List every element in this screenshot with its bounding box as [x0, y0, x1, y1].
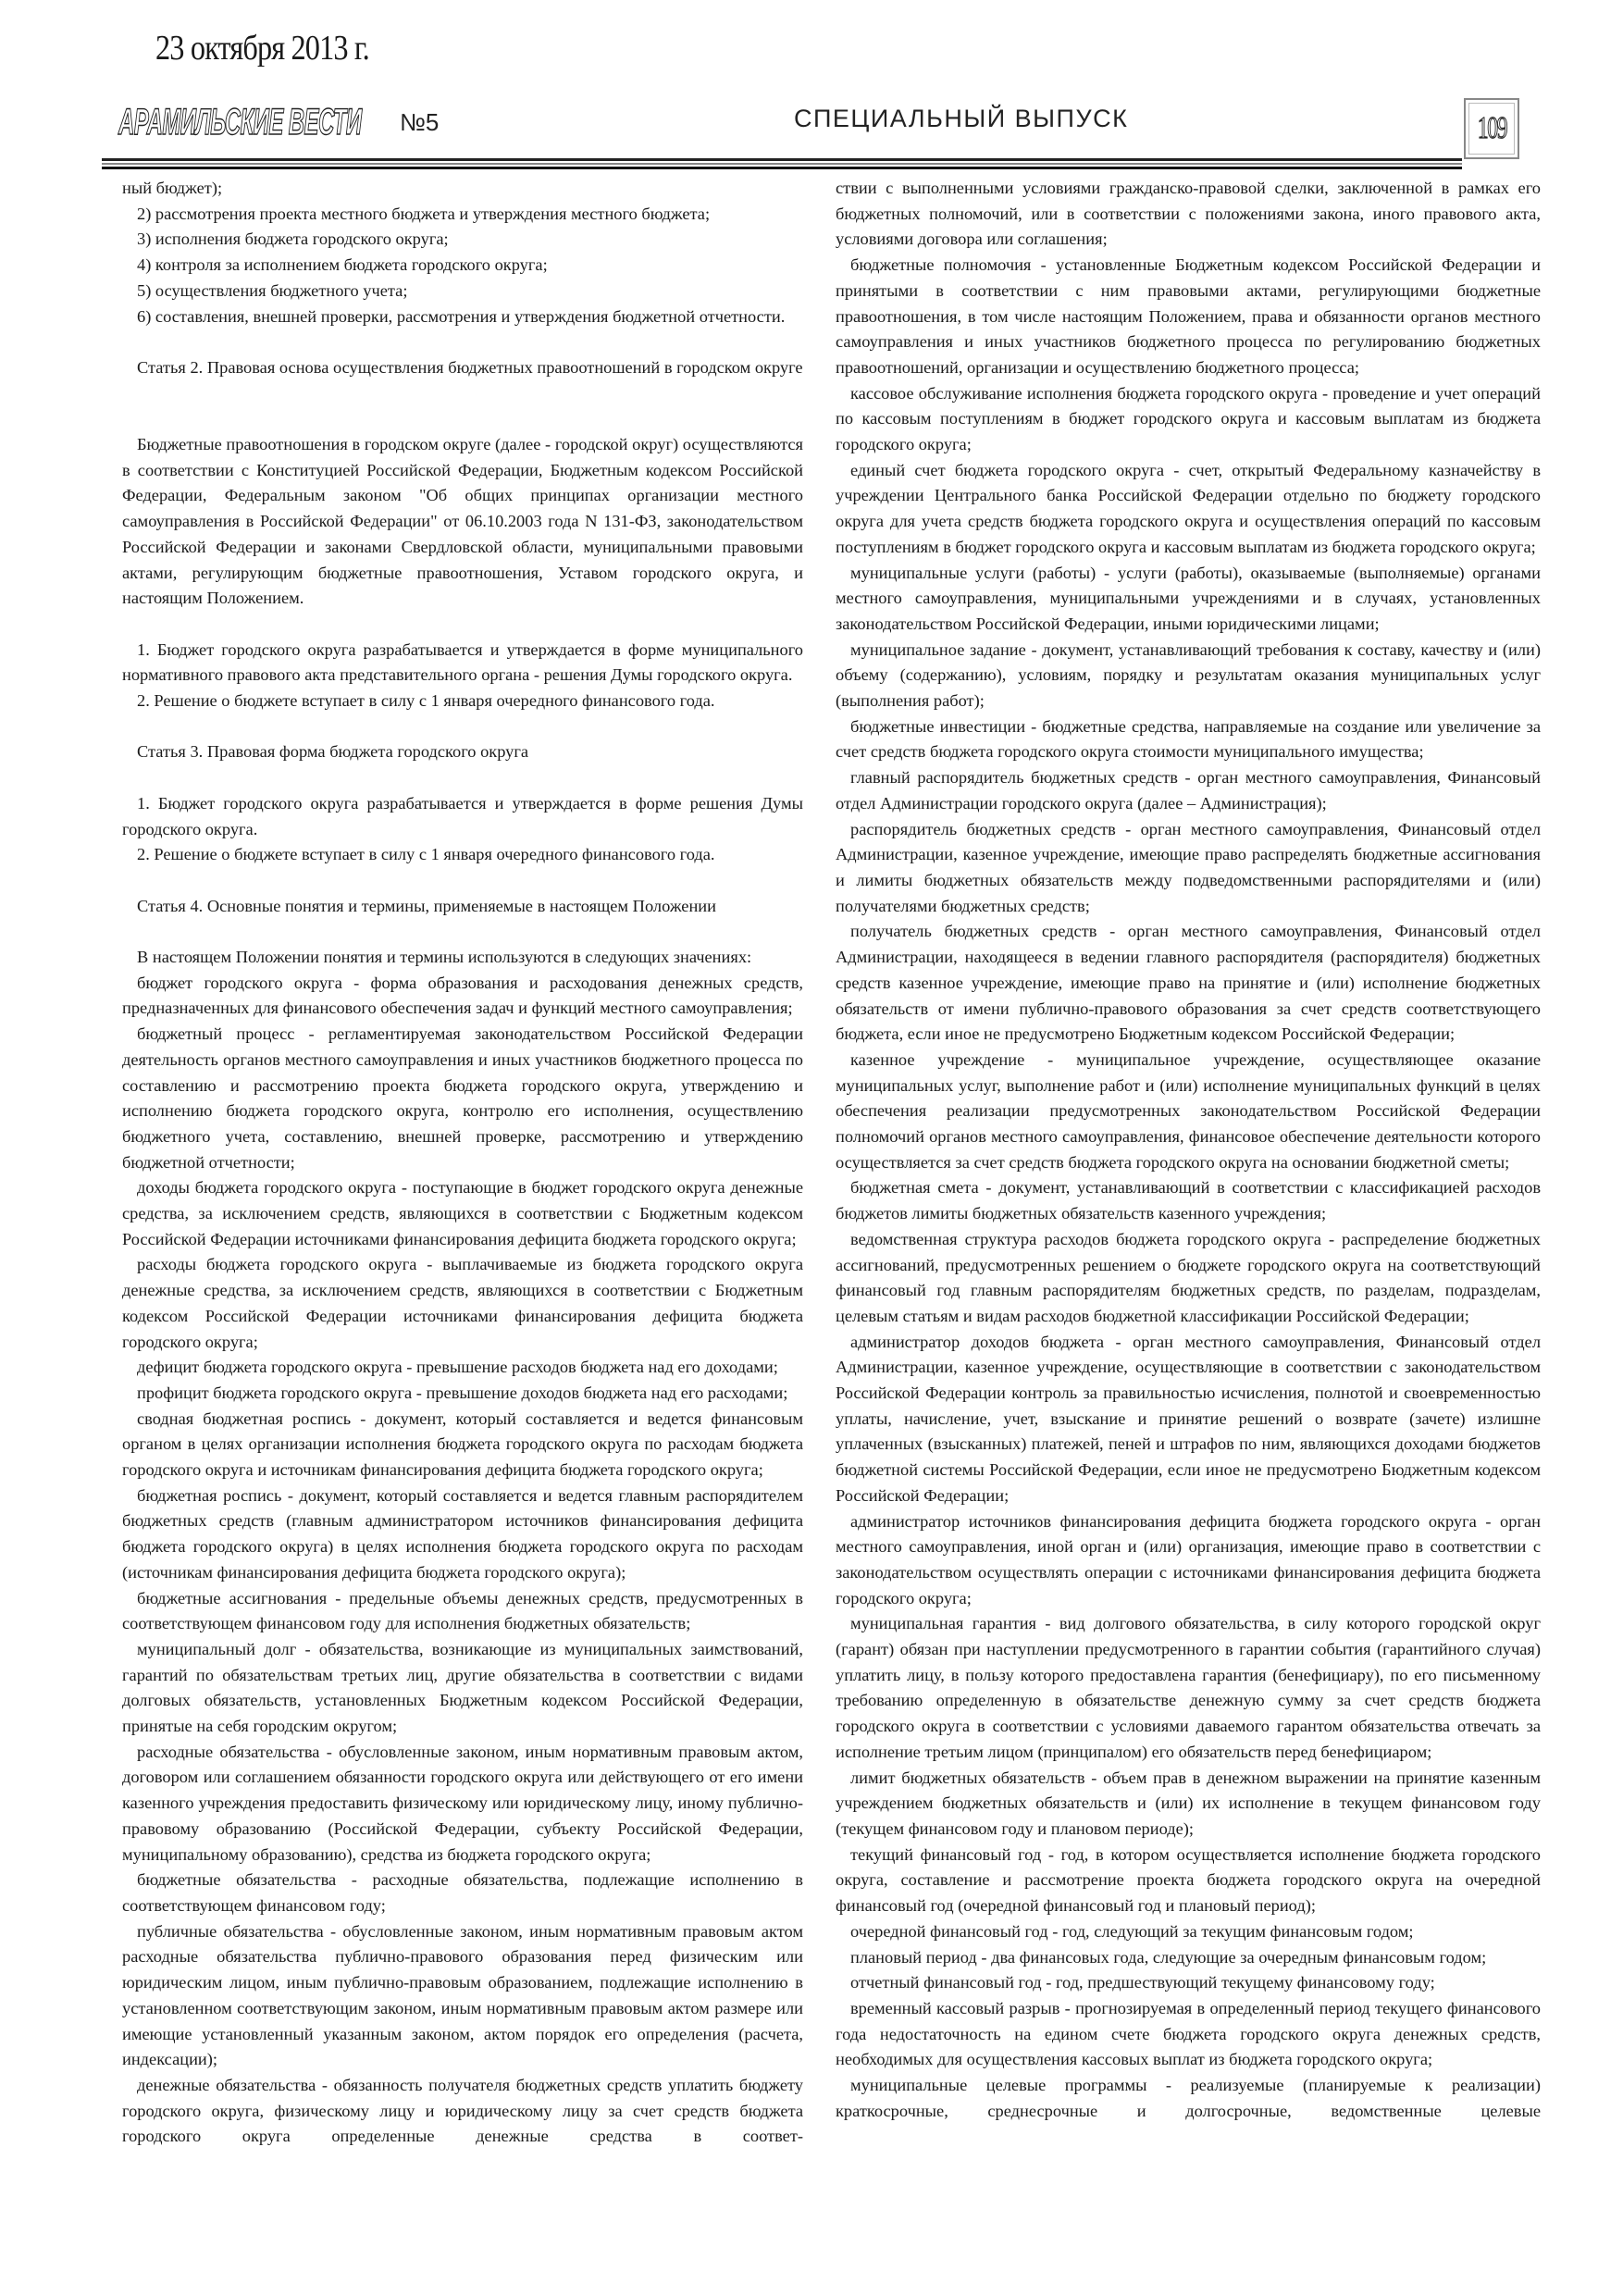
paragraph: муниципальные услуги (работы) - услуги (работы), оказываемые (выполняемые) органами местного самоуправления, муниципальными учреждениями и в случаях, установленных законодательством Российской Федерации, иными юридическими лицами;: [836, 563, 1541, 633]
paragraph: Бюджетные правоотношения в городском округе (далее - городской округ) осуществляются в соответствии с Конституцией Российской Федерации, Бюджетным кодексом Российской Федерации, Федеральным законом "Об общих принципах организации местного самоуправления в Российской Федерации" от 06.10.2003 года N 131-ФЗ, законодательством Российской Федерации и законами Свердловской области, муниципальными правовыми актами, регулирующим бюджетные правоотношения, Уставом городского округа, и настоящим Положением.: [122, 435, 803, 608]
paragraph: лимит бюджетных обязательств - объем прав в денежном выражении на принятие казенным учреждением бюджетных обязательств и (или) их исполнение в текущем финансовом году (текущем финансовом году и плановом периоде);: [836, 1768, 1541, 1838]
paragraph: 2) рассмотрения проекта местного бюджета и утверждения местного бюджета;: [137, 204, 711, 223]
left-column: [122, 176, 803, 2193]
issue-date: 23 октября 2013 г.: [155, 29, 369, 68]
paragraph: получатель бюджетных средств - орган местного самоуправления, Финансовый отдел Администрации, находящееся в ведении главного распорядителя (распорядителя) бюджетных средств казенное учреждение, имеющие право на принятие и (или) исполнение бюджетных обязательств от имени публично-правового образования за счет средств соответствующего бюджета, если иное не предусмотрено Бюджетным кодексом Российской Федерации;: [836, 922, 1541, 1044]
issue-number: №5: [400, 108, 440, 136]
paragraph: муниципальное задание - документ, устанавливающий требования к составу, качеству и (или) объему (содержанию), условиям, порядку и результатам оказания муниципальных услуг (выполнения работ);: [836, 639, 1541, 711]
paragraph: расходные обязательства - обусловленные законом, иным нормативным правовым актом, договором или соглашением обязанности городского округа или действующего от его имени казенного учреждения предоставить физическому или юридическому лицу, иному публично-правовому образованию (Российской Федерации, субъекту Российской Федерации, муниципальному образованию), средства из бюджета городского округа;: [122, 1742, 803, 1864]
header-rule: [102, 163, 1462, 165]
paragraph: 6) составления, внешней проверки, рассмотрения и утверждения бюджетной отчетности.: [137, 306, 786, 326]
paragraph: доходы бюджета городского округа - поступающие в бюджет городского округа денежные средства, за исключением средств, являющихся в соответствии с Бюджетным кодексом Российской Федерации источниками финансирования дефицита бюджета городского округа;: [122, 1178, 803, 1248]
header-rule: [102, 158, 1462, 161]
right-column: [836, 176, 1541, 2193]
paragraph: бюджет городского округа - форма образования и расходования денежных средств, предназначенных для финансового обеспечения задач и функций местного самоуправления;: [122, 973, 803, 1018]
paragraph: денежные обязательства - обязанность получателя бюджетных средств уплатить бюджету городского округа, физическому лицу и юридическому лицу за счет средств бюджета городского округа определенные денежные средства в соответ-: [122, 2075, 803, 2146]
paragraph: 4) контроля за исполнением бюджета городского округа;: [137, 255, 548, 275]
paragraph: казенное учреждение - муниципальное учреждение, осуществляющее оказание муниципальных услуг, выполнение работ и (или) исполнение муниципальных функций в целях обеспечения реализации предусмотренных законодательством Российской Федерации полномочий органов местного самоуправления, финансовое обеспечение деятельности которого осуществляется за счет средств бюджета городского округа на основании бюджетной сметы;: [836, 1049, 1541, 1172]
page-number: 109: [1477, 111, 1506, 145]
paragraph: 2. Решение о бюджете вступает в силу с 1 января очередного финансового года.: [137, 845, 715, 864]
paragraph: кассовое обслуживание исполнения бюджета городского округа - проведение и учет операций по кассовым поступлениям в бюджет городского округа и кассовым выплатам из бюджета городского округа;: [836, 383, 1541, 454]
header-rule: [102, 167, 1462, 169]
masthead: [118, 98, 439, 146]
paragraph: бюджетные полномочия - установленные Бюджетным кодексом Российской Федерации и принятыми в соответствии с ним правовыми актами, регулирующими бюджетные правоотношения, в том числе настоящим Положением, права и обязанности органов местного самоуправления и иных участников бюджетного процесса по регулированию бюджетных правоотношений, организации и осуществлению бюджетного процесса;: [836, 255, 1541, 377]
paragraph: временный кассовый разрыв - прогнозируемая в определенный период текущего финансового года недостаточность на едином счете бюджета городского округа денежных средств, необходимых для осуществления кассовых выплат из бюджета городского округа;: [836, 1998, 1541, 2069]
paragraph: единый счет бюджета городского округа - счет, открытый Федеральному казначейству в учреждении Центрального банка Российской Федерации отдельно по бюджету городского округа для учета средств бюджета городского округа и осуществления операций по кассовым поступлениям в бюджет городского округа и кассовым выплатам из бюджета городского округа;: [836, 460, 1541, 556]
paragraph: публичные обязательства - обусловленные законом, иным нормативным правовым актом расходные обязательства публично-правового образования перед физическим или юридическим лицом, иным публично-правовым образованием, подлежащие исполнению в установленном соответствующим законом, иным нормативным правовым актом размере или имеющие установленный указанным законом, актом порядок его определения (расчета, индексации);: [122, 1921, 803, 2069]
paragraph: 2. Решение о бюджете вступает в силу с 1 января очередного финансового года.: [137, 691, 715, 711]
paragraph: бюджетные ассигнования - предельные объемы денежных средств, предусмотренных в соответствующем финансовом году для исполнения бюджетных обязательств;: [122, 1588, 803, 1633]
section-title: СПЕЦИАЛЬНЫЙ ВЫПУСК: [794, 105, 1129, 132]
paragraph: 1. Бюджет городского округа разрабатывается и утверждается в форме муниципального нормативного правового акта представительного органа - решения Думы городского округа.: [122, 639, 803, 685]
article-heading: Статья 4. Основные понятия и термины, применяемые в настоящем Положении: [137, 896, 716, 915]
paragraph: отчетный финансовый год - год, предшествующий текущему финансовому году;: [850, 1973, 1435, 1992]
paragraph: ствии с выполненными условиями гражданско-правовой сделки, заключенной в рамках его бюджетных полномочий, или в соответствии с положениями закона, иного правового акта, условиями договора или соглашения;: [836, 179, 1541, 249]
paragraph: ный бюджет);: [122, 179, 223, 197]
paragraph: сводная бюджетная роспись - документ, который составляется и ведется финансовым органом в целях организации исполнения бюджета городского округа по расходам бюджета городского округа и источникам финансирования дефицита бюджета городского округа;: [122, 1409, 803, 1480]
paragraph: главный распорядитель бюджетных средств - орган местного самоуправления, Финансовый отдел Администрации городского округа (далее – Администрация);: [836, 768, 1541, 813]
paragraph: муниципальный долг - обязательства, возникающие из муниципальных заимствований, гарантий по обязательствам третьих лиц, другие обязательства в соответствии с видами долговых обязательств, установленных Бюджетным кодексом Российской Федерации, принятые на себя городским округом;: [122, 1639, 803, 1736]
paragraph: администратор источников финансирования дефицита бюджета городского округа - орган местного самоуправления, иной орган и (или) организация, имеющие право в соответствии с законодательством осуществлять операции с источниками финансирования дефицита бюджета городского округа;: [836, 1511, 1541, 1607]
paragraph: бюджетные инвестиции - бюджетные средства, направляемые на создание или увеличение за счет средств бюджета городского округа стоимости муниципального имущества;: [836, 716, 1541, 762]
paragraph: профицит бюджета городского округа - превышение доходов бюджета над его расходами;: [137, 1383, 788, 1402]
paragraph: ведомственная структура расходов бюджета городского округа - распределение бюджетных ассигнований, предусмотренных решением о бюджете городского округа на соответствующий финансовый год главным распорядителям бюджетных средств, по разделам, подразделам, целевым статьям и видам расходов бюджетной классификации Российской Федерации;: [836, 1229, 1541, 1325]
paragraph: бюджетная смета - документ, устанавливающий в соответствии с классификацией расходов бюджетов лимиты бюджетных обязательств казенного учреждения;: [836, 1178, 1541, 1223]
paragraph: 5) осуществления бюджетного учета;: [137, 280, 408, 300]
paragraph: бюджетный процесс - регламентируемая законодательством Российской Федерации деятельность органов местного самоуправления и иных участников бюджетного процесса по составлению и рассмотрению проекта бюджета городского округа, утверждению и исполнению бюджета городского округа, контролю его исполнения, осуществлению бюджетного учета, составлению, внешней проверке, рассмотрению и утверждению бюджетной отчетности;: [122, 1024, 803, 1172]
paragraph: муниципальная гарантия - вид долгового обязательства, в силу которого городской округ (гарант) обязан при наступлении предусмотренного в гарантии события (гарантийного случая) уплатить лицу, в пользу которого предоставлена гарантия (бенефициару), по его письменному требованию определенную в обязательстве денежную сумму за счет средств бюджета городского округа в соответствии с условиями даваемого гарантом обязательства отвечать за исполнение третьим лицом (принципалом) его обязательств перед бенефициаром;: [836, 1614, 1541, 1761]
newspaper-logo: АРАМИЛЬСКИЕ ВЕСТИ: [118, 102, 362, 143]
paragraph: бюджетная роспись - документ, который составляется и ведется главным распорядителем бюджетных средств (главным администратором источников финансирования дефицита бюджета городского округа) в целях исполнения бюджета городского округа по расходам (источникам финансирования дефицита бюджета городского округа);: [122, 1485, 803, 1582]
paragraph: 1. Бюджет городского округа разрабатывается и утверждается в форме решения Думы городского округа.: [122, 793, 803, 838]
paragraph: расходы бюджета городского округа - выплачиваемые из бюджета городского округа денежные средства, за исключением средств, являющихся в соответствии с Бюджетным кодексом Российской Федерации источниками финансирования дефицита бюджета городского округа;: [122, 1255, 803, 1351]
paragraph: плановый период - два финансовых года, следующие за очередным финансовым годом;: [850, 1947, 1487, 1967]
paragraph: очередной финансовый год - год, следующий за текущим финансовым годом;: [850, 1921, 1414, 1941]
newspaper-logo-box: [118, 98, 387, 146]
article-heading: Статья 2. Правовая основа осуществления бюджетных правоотношений в городском округе: [137, 357, 803, 377]
page-number-box: [1464, 98, 1519, 159]
paragraph: В настоящем Положении понятия и термины используются в следующих значениях:: [137, 947, 752, 966]
paragraph: администратор доходов бюджета - орган местного самоуправления, Финансовый отдел Администрации, казенное учреждение, осуществляющие в соответствии с законодательством Российской Федерации контроль за правильностью исчисления, полнотой и своевременностью уплаты, начисление, учет, взыскание и принятие решений о возврате (зачете) излишне уплаченных (взысканных) платежей, пеней и штрафов по ним, являющихся доходами бюджетов бюджетной системы Российской Федерации, если иное не предусмотрено Бюджетным кодексом Российской Федерации;: [836, 1332, 1541, 1505]
article-heading: Статья 3. Правовая форма бюджета городского округа: [137, 742, 529, 762]
paragraph: текущий финансовый год - год, в котором осуществляется исполнение бюджета городского округа, составление и рассмотрение проекта бюджета городского округа на очередной финансовый год (очередной финансовый год и плановый период);: [836, 1844, 1541, 1916]
paragraph: муниципальные целевые программы - реализуемые (планируемые к реализации) краткосрочные, среднесрочные и долгосрочные, ведомственные целевые: [836, 2076, 1541, 2120]
paragraph: бюджетные обязательства - расходные обязательства, подлежащие исполнению в соответствующем финансовом году;: [122, 1870, 803, 1915]
paragraph: 3) исполнения бюджета городского округа;: [137, 230, 449, 249]
paragraph: распорядитель бюджетных средств - орган местного самоуправления, Финансовый отдел Администрации, казенное учреждение, имеющие право распределять бюджетные ассигнования и лимиты бюджетных обязательств между подведомственными распорядителями и (или) получателями бюджетных средств;: [836, 819, 1541, 915]
paragraph: дефицит бюджета городского округа - превышение расходов бюджета над его доходами;: [137, 1358, 778, 1377]
